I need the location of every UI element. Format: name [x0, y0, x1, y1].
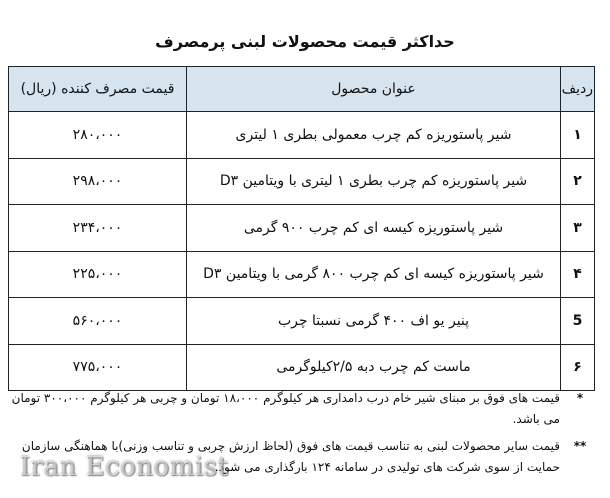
table-row: [9, 158, 595, 205]
watermark-logo: Iran Economist: [20, 452, 229, 482]
row-number: ۶: [561, 344, 595, 391]
price-table: [8, 66, 595, 391]
product-name: شیر پاستوریزه کیسه ای کم چرب ۸۰۰ گرمی با ویتامین D۳: [187, 251, 561, 298]
footnote-text: قیمت های فوق بر مبنای شیر خام درب دامداری هر کیلوگرم ۱۸،۰۰۰ تومان و چربی هر کیلوگرم ۳۰۰،۰۰۰ تومان می باشد.: [11, 391, 560, 426]
table-row: [9, 112, 595, 159]
product-name: شیر پاستوریزه کم چرب معمولی بطری ۱ لیتری: [187, 112, 561, 159]
product-name: ماست کم چرب دبه ۲/۵کیلوگرمی: [187, 344, 561, 391]
row-number: ۳: [561, 205, 595, 252]
row-number: ۴: [561, 251, 595, 298]
page-title: حداکثر قیمت محصولات لبنی پرمصرف: [155, 32, 455, 51]
footnote-marker: **: [573, 439, 587, 453]
table-row: [9, 205, 595, 252]
product-price: ۲۲۵،۰۰۰: [9, 251, 187, 298]
row-number: 5: [561, 298, 595, 345]
table-row: [9, 344, 595, 391]
product-name: پنیر یو اف ۴۰۰ گرمی نسبتا چرب: [187, 298, 561, 345]
product-price: ۲۹۸،۰۰۰: [9, 158, 187, 205]
table-row: [9, 298, 595, 345]
row-number: ۱: [561, 112, 595, 159]
product-price: ۷۷۵،۰۰۰: [9, 344, 187, 391]
product-name: شیر پاستوریزه کم چرب بطری ۱ لیتری با ویتامین D۳: [187, 158, 561, 205]
product-price: ۲۳۴،۰۰۰: [9, 205, 187, 252]
product-price: ۲۸۰،۰۰۰: [9, 112, 187, 159]
footnote-text: قیمت سایر محصولات لبنی به تناسب قیمت های فوق (لحاظ ارزش چربی و تناسب وزنی)با هماهنگی سازمان حمایت از سوی شرکت های تولیدی در سامانه ۱۲۴ بارگذاری می شود.: [21, 439, 560, 474]
header-product-title: عنوان محصول: [187, 67, 561, 112]
table-row: [9, 251, 595, 298]
row-number: ۲: [561, 158, 595, 205]
header-row-number: ردیف: [561, 67, 595, 112]
footnote-marker: *: [576, 391, 584, 405]
product-name: شیر پاستوریزه کیسه ای کم چرب ۹۰۰ گرمی: [187, 205, 561, 252]
table-header-row: [9, 67, 595, 112]
header-consumer-price: قیمت مصرف کننده (ریال): [9, 67, 187, 112]
footnote: [8, 388, 600, 430]
product-price: ۵۶۰،۰۰۰: [9, 298, 187, 345]
